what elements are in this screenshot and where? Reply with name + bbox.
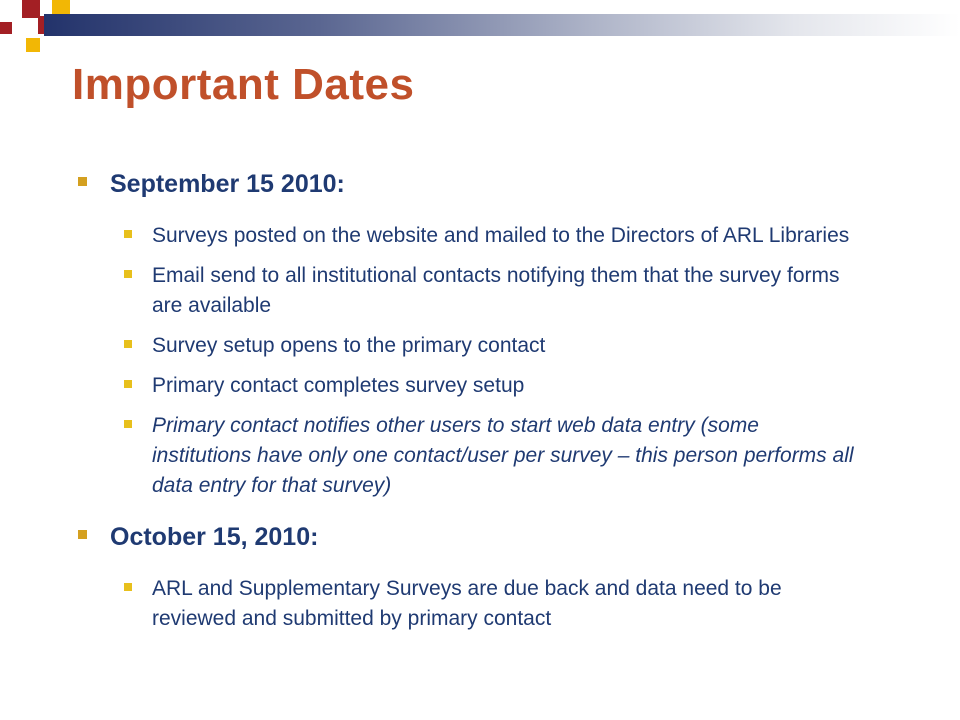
list-item-text: ARL and Supplementary Surveys are due back and data need to be reviewed and submitted by primary contact — [152, 577, 782, 630]
list-item — [78, 411, 862, 501]
square-bullet-icon — [124, 230, 132, 238]
list-item — [78, 261, 862, 321]
section-heading — [78, 523, 878, 552]
list-item-text: Primary contact notifies other users to start web data entry (some institutions have only one contact/user per survey – this person performs all data entry for that survey) — [152, 414, 854, 497]
section-heading-text: October 15, 2010: — [110, 523, 319, 551]
square-bullet-icon — [78, 177, 87, 186]
square-bullet-icon — [78, 530, 87, 539]
checker-square — [26, 38, 40, 52]
checker-square — [0, 22, 12, 34]
list-item-text: Email send to all institutional contacts notifying them that the survey forms are available — [152, 264, 840, 317]
list-item — [78, 371, 862, 401]
square-bullet-icon — [124, 583, 132, 591]
square-bullet-icon — [124, 340, 132, 348]
header-gradient-bar — [44, 14, 960, 36]
square-bullet-icon — [124, 270, 132, 278]
list-item — [78, 331, 862, 361]
list-item-text: Primary contact completes survey setup — [152, 374, 525, 397]
square-bullet-icon — [124, 420, 132, 428]
list-item — [78, 221, 862, 251]
square-bullet-icon — [124, 380, 132, 388]
list-item-text: Survey setup opens to the primary contact — [152, 334, 546, 357]
list-item-text: Surveys posted on the website and mailed to the Directors of ARL Libraries — [152, 224, 850, 247]
section-heading — [78, 170, 878, 199]
section-heading-text: September 15 2010: — [110, 170, 345, 198]
slide-title: Important Dates — [72, 60, 415, 109]
slide-body — [78, 170, 878, 634]
list-item — [78, 574, 862, 634]
